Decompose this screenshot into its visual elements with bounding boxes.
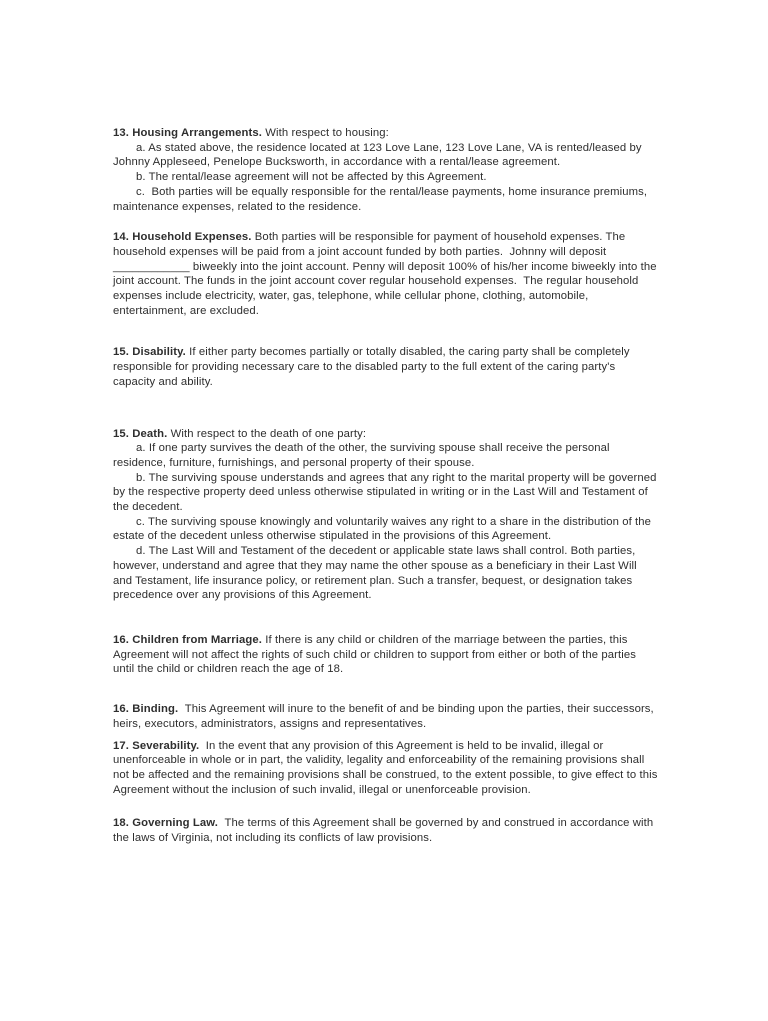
agreement-text-block (113, 126, 659, 846)
section-lead-paragraph (113, 816, 659, 845)
agreement-section (113, 739, 659, 798)
section-heading: 15. Death. (113, 427, 168, 440)
section-heading: 14. Household Expenses. (113, 231, 252, 244)
section-lead-text: Both parties will be responsible for payment of household expenses. The household expenses will be paid from a joint account funded by both parties. Johnny will deposit ____________ biweekly into the joint account. Penny will deposit 100% of his/her income biweekly into the joint account. The funds in the joint account cover regular household expenses. The regular household expenses include electricity, water, gas, telephone, while cellular phone, clothing, automobile, entertainment, are excluded. (113, 231, 657, 317)
section-heading: 15. Disability. (113, 346, 186, 359)
section-lead-text: With respect to housing: (265, 127, 389, 139)
section-heading: 13. Housing Arrangements. (113, 127, 262, 139)
section-lead-text: With respect to the death of one party: (170, 427, 367, 440)
section-subparagraph: c. Both parties will be equally responsible for the rental/lease payments, home insurance premiums, maintenance expenses, related to the residence. (113, 185, 648, 213)
section-heading: 18. Governing Law. (113, 817, 218, 830)
section-heading: 17. Severability. (113, 739, 200, 752)
section-subparagraph: b. The rental/lease agreement will not be affected by this Agreement. (136, 171, 487, 184)
agreement-section (113, 816, 659, 845)
section-lead-text: If either party becomes partially or totally disabled, the caring party shall be completely responsible for providing necessary care to the disabled party to the full extent of the caring party's capacity and ability. (113, 346, 630, 388)
section-heading: 16. Children from Marriage. (113, 633, 262, 646)
section-lead-paragraph (113, 633, 659, 677)
agreement-section (113, 230, 659, 318)
section-heading: 16. Binding. (113, 703, 179, 716)
section-lead-paragraph (113, 345, 659, 389)
section-subparagraph: d. The Last Will and Testament of the decedent or applicable state laws shall control. Both parties, however, understand and agree that they may name the other spouse as a beneficiary in their Last Will and Testament, life insurance policy, or retirement plan. Such a transfer, bequest, or designation takes precedence over any provisions of this Agreement. (113, 545, 637, 602)
section-lead-text: In the event that any provision of this Agreement is held to be invalid, illegal or unenforceable in whole or in part, the validity, legality and enforceability of the remaining provisions shall not be affected and the remaining provisions shall be construed, to the extent possible, to give effect to this Agreement without the inclusion of such invalid, illegal or unenforceable provision. (113, 739, 658, 796)
section-lead-text: If there is any child or children of the marriage between the parties, this Agreement will not affect the rights of such child or children to support from either or both of the parties until the child or children reach the age of 18. (113, 633, 636, 676)
agreement-section (113, 427, 659, 603)
section-subparagraph: a. If one party survives the death of the other, the surviving spouse shall receive the personal residence, furniture, furnishings, and personal property of their spouse. (113, 442, 610, 469)
section-lead-paragraph (113, 427, 659, 442)
section-subparagraph: b. The surviving spouse understands and agrees that any right to the marital property will be governed by the respective property deed unless otherwise stipulated in writing or in the Last Will and Testament of the decedent. (113, 471, 657, 514)
agreement-section (113, 633, 659, 677)
agreement-section (113, 345, 659, 389)
section-lead-paragraph (113, 126, 659, 141)
section-subparagraph: a. As stated above, the residence located at 123 Love Lane, 123 Love Lane, VA is rented/leased by Johnny Appleseed, Penelope Bucksworth, in accordance with a rental/lease agreement. (113, 141, 642, 169)
section-lead-paragraph (113, 230, 659, 318)
section-lead-paragraph (113, 739, 659, 798)
section-lead-paragraph (113, 702, 659, 731)
agreement-section (113, 702, 659, 731)
section-subparagraph: c. The surviving spouse knowingly and voluntarily waives any right to a share in the distribution of the estate of the decedent unless otherwise stipulated in the provisions of this Agreement. (113, 515, 652, 543)
agreement-section (113, 126, 659, 214)
section-lead-text: The terms of this Agreement shall be governed by and construed in accordance with the laws of Virginia, not including its conflicts of law provisions. (113, 817, 654, 845)
section-lead-text: This Agreement will inure to the benefit of and be binding upon the parties, their successors, heirs, executors, administrators, assigns and representatives. (113, 703, 654, 730)
